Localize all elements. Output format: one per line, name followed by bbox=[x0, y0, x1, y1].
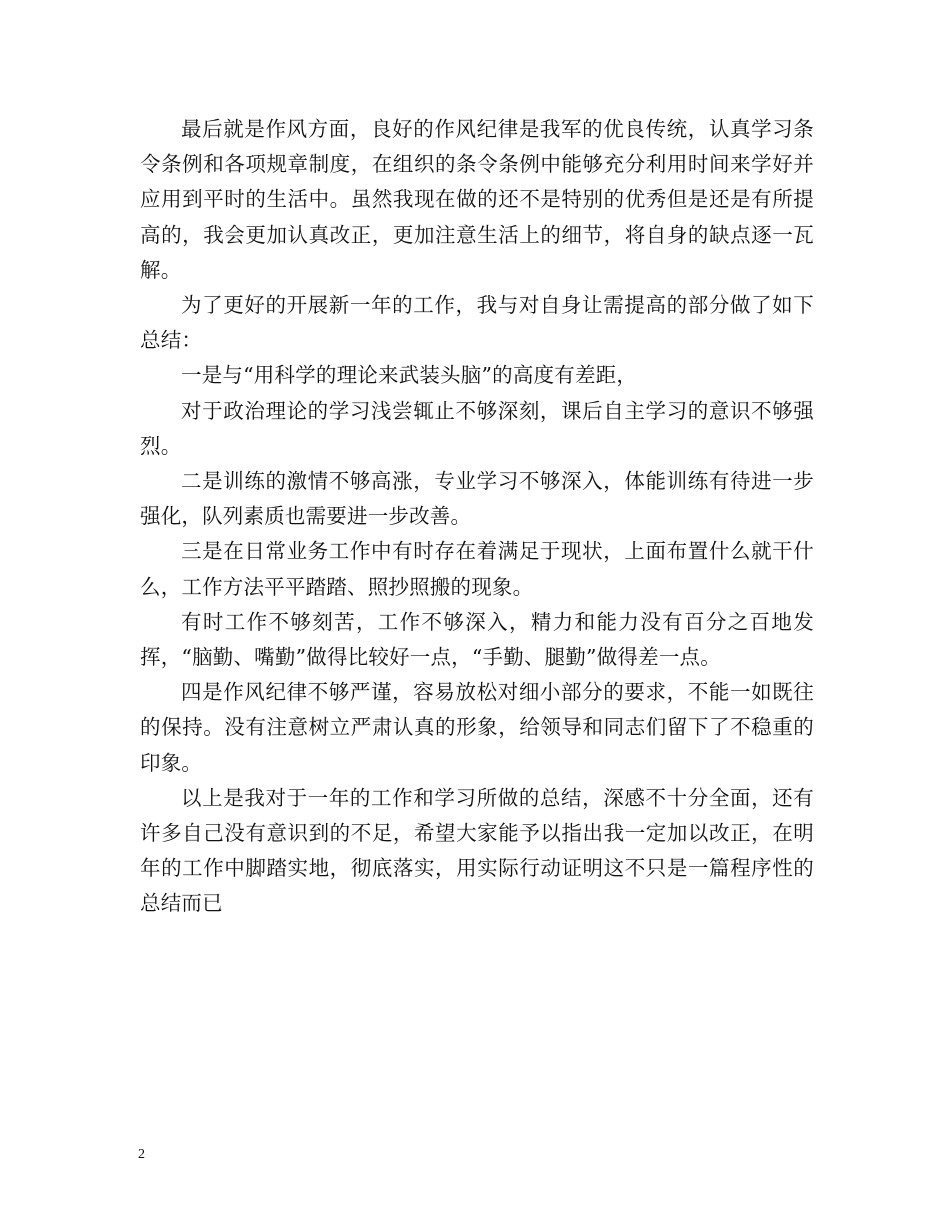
paragraph-political-theory: 对于政治理论的学习浅尝辄止不够深刻，课后自主学习的意识不够强烈。 bbox=[140, 398, 814, 458]
paragraph-diligence: 有时工作不够刻苦，工作不够深入，精力和能力没有百分之百地发挥，“脑勤、嘴勤”做得比较好一点，“手勤、腿勤”做得差一点。 bbox=[140, 609, 814, 670]
document-body bbox=[140, 112, 814, 922]
paragraph-conclusion: 以上是我对于一年的工作和学习所做的总结，深感不十分全面，还有许多自己没有意识到的不足，希望大家能予以指出我一定加以改正，在明年的工作中脚踏实地，彻底落实，用实际行动证明这不只是一篇程序性的总结而已 bbox=[140, 785, 814, 916]
paragraph-point-three: 三是在日常业务工作中有时存在着满足于现状，上面布置什么就干什么，工作方法平平踏踏、照抄照搬的现象。 bbox=[140, 539, 814, 599]
paragraph-summary-intro: 为了更好的开展新一年的工作，我与对自身让需提高的部分做了如下总结： bbox=[140, 293, 814, 353]
page-number: 2 bbox=[138, 1147, 145, 1162]
paragraph-point-four: 四是作风纪律不够严谨，容易放松对细小部分的要求，不能一如既往的保持。没有注意树立严肃认真的形象，给领导和同志们留下了不稳重的印象。 bbox=[140, 680, 814, 775]
paragraph-point-two: 二是训练的激情不够高涨，专业学习不够深入，体能训练有待进一步强化，队列素质也需要进一步改善。 bbox=[140, 469, 814, 529]
paragraph-point-one: 一是与“用科学的理论来武装头脑”的高度有差距， bbox=[181, 363, 638, 388]
paragraph-work-style: 最后就是作风方面，良好的作风纪律是我军的优良传统，认真学习条令条例和各项规章制度，在组织的条令条例中能够充分利用时间来学好并应用到平时的生活中。虽然我现在做的还不是特别的优秀但是还是有所提高的，我会更加认真改正，更加注意生活上的细节，将自身的缺点逐一瓦解。 bbox=[140, 117, 814, 282]
